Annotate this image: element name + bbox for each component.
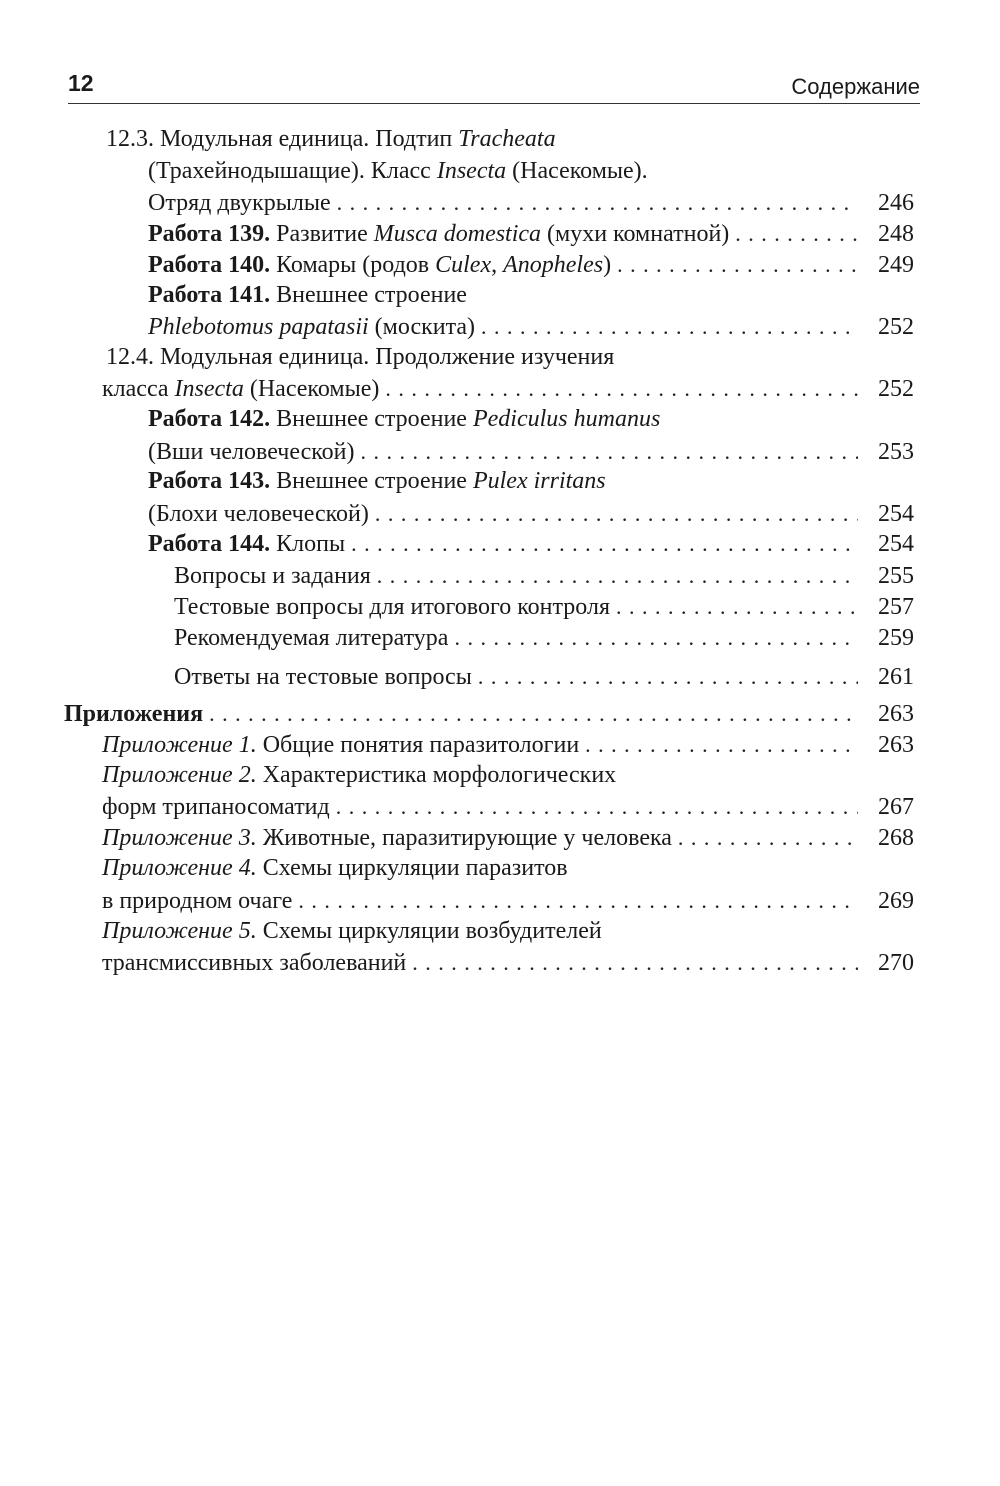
toc-appendix-5-line2[interactable]: трансмиссивных заболеваний . . . 270 [102,947,914,978]
page-ref: 252 [878,314,914,340]
toc-section-12-3-line3[interactable]: Отряд двукрылые . . . 246 [148,187,914,218]
page-number: 12 [68,70,94,96]
toc-appendix-4-line1: Приложение 4. Схемы циркуляции паразитов [102,855,568,881]
toc-appendix-2-line1: Приложение 2. Характеристика морфологических [102,762,617,788]
page-ref: 255 [878,563,914,589]
toc-answers[interactable]: Ответы на тестовые вопросы . . . 261 [174,661,914,692]
toc-work-142-line2[interactable]: (Вши человеческой) . . . 253 [148,436,914,467]
toc-appendices[interactable]: Приложения . . . 263 [64,698,914,729]
page-ref: 257 [878,594,914,620]
running-title: Содержание [791,74,920,99]
toc-appendix-5-line1: Приложение 5. Схемы циркуляции возбудителей [102,918,602,944]
toc-section-12-3-line2: (Трахейнодышащие). Класс Insecta (Насекомые). [148,158,648,184]
toc-section-12-3-line1: 12.3. Модульная единица. Подтип Tracheata [106,126,556,152]
header-rule [68,103,920,104]
toc-appendix-3[interactable]: Приложение 3. Животные, паразитирующие у человека . . . 268 [102,822,914,853]
page-ref: 248 [878,221,914,247]
toc-appendix-4-line2[interactable]: в природном очаге . . . 269 [102,885,914,916]
toc-section-12-4-line2[interactable]: класса Insecta (Насекомые) . . . 252 [102,373,914,404]
toc-appendix-2-line2[interactable]: форм трипаносоматид . . . 267 [102,791,914,822]
running-header [68,68,920,104]
toc-work-143-line1: Работа 143. Внешнее строение Pulex irritans [148,468,606,494]
page-ref: 268 [878,825,914,851]
page-ref: 249 [878,252,914,278]
page-ref: 270 [878,950,914,976]
toc-work-142-line1: Работа 142. Внешнее строение Pediculus humanus [148,406,661,432]
toc-work-140[interactable]: Работа 140. Комары (родов Culex, Anopheles) . . . 249 [148,249,914,280]
toc-questions[interactable]: Вопросы и задания . . . 255 [174,560,914,591]
page-ref: 246 [878,190,914,216]
toc-test-questions[interactable]: Тестовые вопросы для итогового контроля . . . 257 [174,591,914,622]
page-ref: 252 [878,376,914,402]
toc-work-141-line1: Работа 141. Внешнее строение [148,282,467,308]
page-ref: 263 [878,732,914,758]
page-ref: 254 [878,501,914,527]
toc-work-141-line2[interactable]: Phlebotomus papatasii (москита) . . . 252 [148,311,914,342]
page-ref: 263 [878,701,914,727]
page-ref: 259 [878,625,914,651]
page-ref: 254 [878,531,914,557]
toc-work-139[interactable]: Работа 139. Развитие Musca domestica (мухи комнатной) . . . 248 [148,218,914,249]
page-ref: 253 [878,439,914,465]
toc-work-143-line2[interactable]: (Блохи человеческой) . . . 254 [148,498,914,529]
toc-literature[interactable]: Рекомендуемая литература . . . 259 [174,622,914,653]
toc-section-12-4-line1: 12.4. Модульная единица. Продолжение изучения [106,344,615,370]
page-ref: 269 [878,888,914,914]
toc-work-144[interactable]: Работа 144. Клопы . . . 254 [148,528,914,559]
page-ref: 267 [878,794,914,820]
toc-appendix-1[interactable]: Приложение 1. Общие понятия паразитологии . . . 263 [102,729,914,760]
page-ref: 261 [878,664,914,690]
